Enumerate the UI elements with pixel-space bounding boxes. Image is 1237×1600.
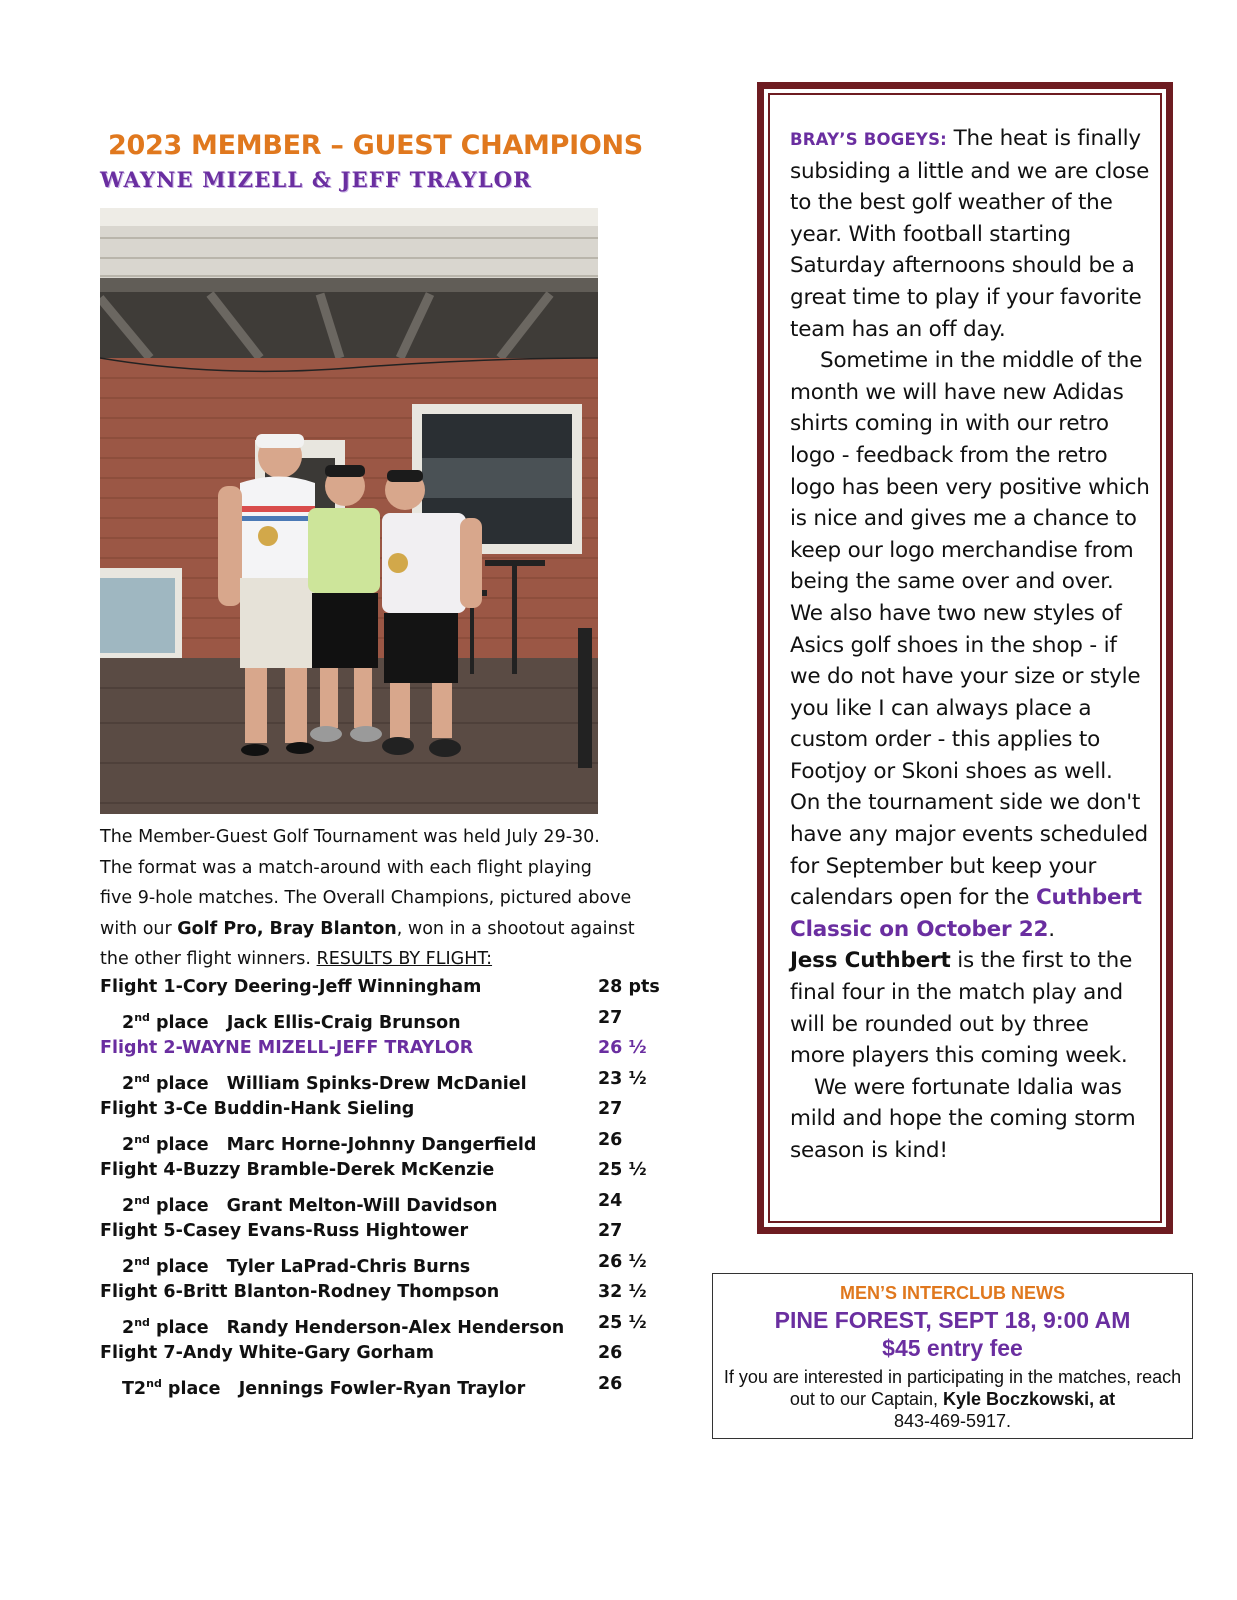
second-place-row: T2nd place Jennings Fowler-Ryan Traylor 26 bbox=[100, 1369, 670, 1400]
bogeys-paragraph-2: Sometime in the middle of the month we will have new Adidas shirts coming in with our retro logo - feedback from the retro logo has been very positive which is nice and gives me a chance to keep our logo merchandise from being the same over and over. We also have two new styles of Asics golf shoes in the shop - if we do not have your size or style you like I can always place a custom order - this applies to Footjoy or Skoni shoes as well. bbox=[790, 348, 1150, 784]
flight-score: 28 pts bbox=[598, 977, 660, 997]
second-place-row: 2nd place Grant Melton-Will Davidson 24 bbox=[100, 1186, 670, 1217]
interclub-news-box bbox=[712, 1273, 1193, 1439]
flight-row: Flight 3-Ce Buddin-Hank Sieling 27 bbox=[100, 1094, 670, 1125]
description-line: The Member-Guest Golf Tournament was held July 29-30. bbox=[100, 827, 600, 847]
second-place-row: 2nd place Marc Horne-Johnny Dangerfield 26 bbox=[100, 1125, 670, 1156]
description-line: with our Golf Pro, Bray Blanton, won in a shootout against bbox=[100, 918, 635, 939]
brays-bogeys-box bbox=[757, 82, 1173, 1234]
flight-score: 27 bbox=[598, 1007, 623, 1028]
champions-title: 2023 MEMBER – GUEST CHAMPIONS bbox=[108, 130, 643, 161]
champions-subtitle: WAYNE MIZELL & JEFF TRAYLOR bbox=[100, 167, 532, 192]
results-heading: RESULTS BY FLIGHT: bbox=[316, 949, 493, 969]
second-place-row: 2nd place Tyler LaPrad-Chris Burns 26 ½ bbox=[100, 1247, 670, 1278]
flight-score: 26 ½ bbox=[598, 1038, 647, 1058]
bogeys-paragraph-3: On the tournament side we don't have any major events scheduled for September but keep your calendars open for the bbox=[790, 790, 1148, 911]
flight-row: Flight 5-Casey Evans-Russ Hightower 27 bbox=[100, 1216, 670, 1247]
flight-row: Flight 4-Buzzy Bramble-Derek McKenzie 25 ½ bbox=[100, 1155, 670, 1186]
champions-photo bbox=[100, 208, 598, 814]
results-table bbox=[100, 972, 670, 1399]
jess-cuthbert-name: Jess Cuthbert bbox=[790, 948, 951, 974]
flight-row: Flight 6-Britt Blanton-Rodney Thompson 32 ½ bbox=[100, 1277, 670, 1308]
description-line: the other flight winners. RESULTS BY FLIGHT: bbox=[100, 949, 493, 969]
flight-row-champions: Flight 2-WAYNE MIZELL-JEFF TRAYLOR 26 ½ bbox=[100, 1033, 670, 1064]
flight-row: Flight 1-Cory Deering-Jeff Winningham 28 pts bbox=[100, 972, 670, 1003]
captain-name: Kyle Boczkowski, at bbox=[943, 1389, 1116, 1409]
tournament-description bbox=[100, 822, 660, 975]
champions-section bbox=[100, 130, 670, 1399]
flight-score: 26 bbox=[598, 1343, 623, 1363]
second-place-row: 2nd place William Spinks-Drew McDaniel 23 ½ bbox=[100, 1064, 670, 1095]
brays-bogeys-text: BRAY’S BOGEYS: The heat is finally subsiding a little and we are close to the best golf weather of the year. With football starting Saturday afternoons should be a great time to play if your favorite team has an off day. Sometime in the middle of the month we will have new Adidas shirts coming in with our retro logo - feedback from the retro logo has been very positive which is nice and gives me a chance to keep our logo merchandise from being the same over and over. We also have two new styles of Asics golf shoes in the shop - if we do not have your size or style you like I can always place a custom order - this applies to Footjoy or Skoni shoes as well. On the tournament side we don't have any major events scheduled for September but keep your calendars open for the Cuthbert Classic on October 22. Jess Cuthbert is the first to the final four in the match play and will be rounded out by three more players this coming week. We were fortunate Idalia was mild and hope the coming storm season is kind! bbox=[790, 126, 1150, 1163]
flight-score: 26 bbox=[598, 1129, 623, 1150]
flight-score: 27 bbox=[598, 1099, 623, 1119]
second-place-row: 2nd place Randy Henderson-Alex Henderson 25 ½ bbox=[100, 1308, 670, 1339]
interclub-event: PINE FOREST, SEPT 18, 9:00 AM bbox=[774, 1307, 1131, 1333]
flight-score: 32 ½ bbox=[598, 1282, 647, 1302]
interclub-fee: $45 entry fee bbox=[882, 1335, 1023, 1361]
interclub-body: If you are interested in participating in the matches, reach out to our Captain, Kyle Boczkowski, at 843-469-5917. bbox=[723, 1367, 1182, 1431]
captain-phone: 843-469-5917. bbox=[893, 1411, 1012, 1431]
cuthbert-classic-link: Cuthbert Classic on October 22 bbox=[790, 885, 1142, 942]
description-line: The format was a match-around with each flight playing bbox=[100, 857, 592, 878]
flight-score: 25 ½ bbox=[598, 1160, 647, 1180]
bogeys-paragraph-1: The heat is finally subsiding a little and we are close to the best golf weather of the year. With football starting Saturday afternoons should be a great time to play if your favorite team has an off day. bbox=[790, 126, 1150, 342]
flight-score: 26 ½ bbox=[598, 1251, 647, 1272]
interclub-heading: MEN’S INTERCLUB NEWS bbox=[840, 1283, 1065, 1303]
flight-score: 25 ½ bbox=[598, 1312, 647, 1333]
flight-score: 27 bbox=[598, 1221, 623, 1241]
flight-score: 23 ½ bbox=[598, 1068, 647, 1089]
brays-bogeys-heading: BRAY’S BOGEYS: bbox=[790, 130, 947, 149]
second-place-row: 2nd place Jack Ellis-Craig Brunson 27 bbox=[100, 1003, 670, 1034]
flight-score: 26 bbox=[598, 1373, 623, 1394]
bogeys-paragraph-4: is the first to the final four in the match play and will be rounded out by three more players this coming week. bbox=[790, 948, 1133, 1069]
bogeys-paragraph-5: We were fortunate Idalia was mild and hope the coming storm season is kind! bbox=[790, 1074, 1136, 1163]
flight-row: Flight 7-Andy White-Gary Gorham 26 bbox=[100, 1338, 670, 1369]
flight-score: 24 bbox=[598, 1190, 623, 1211]
golf-pro-name: Golf Pro, Bray Blanton bbox=[177, 918, 397, 939]
description-line: five 9-hole matches. The Overall Champions, pictured above bbox=[100, 888, 632, 908]
